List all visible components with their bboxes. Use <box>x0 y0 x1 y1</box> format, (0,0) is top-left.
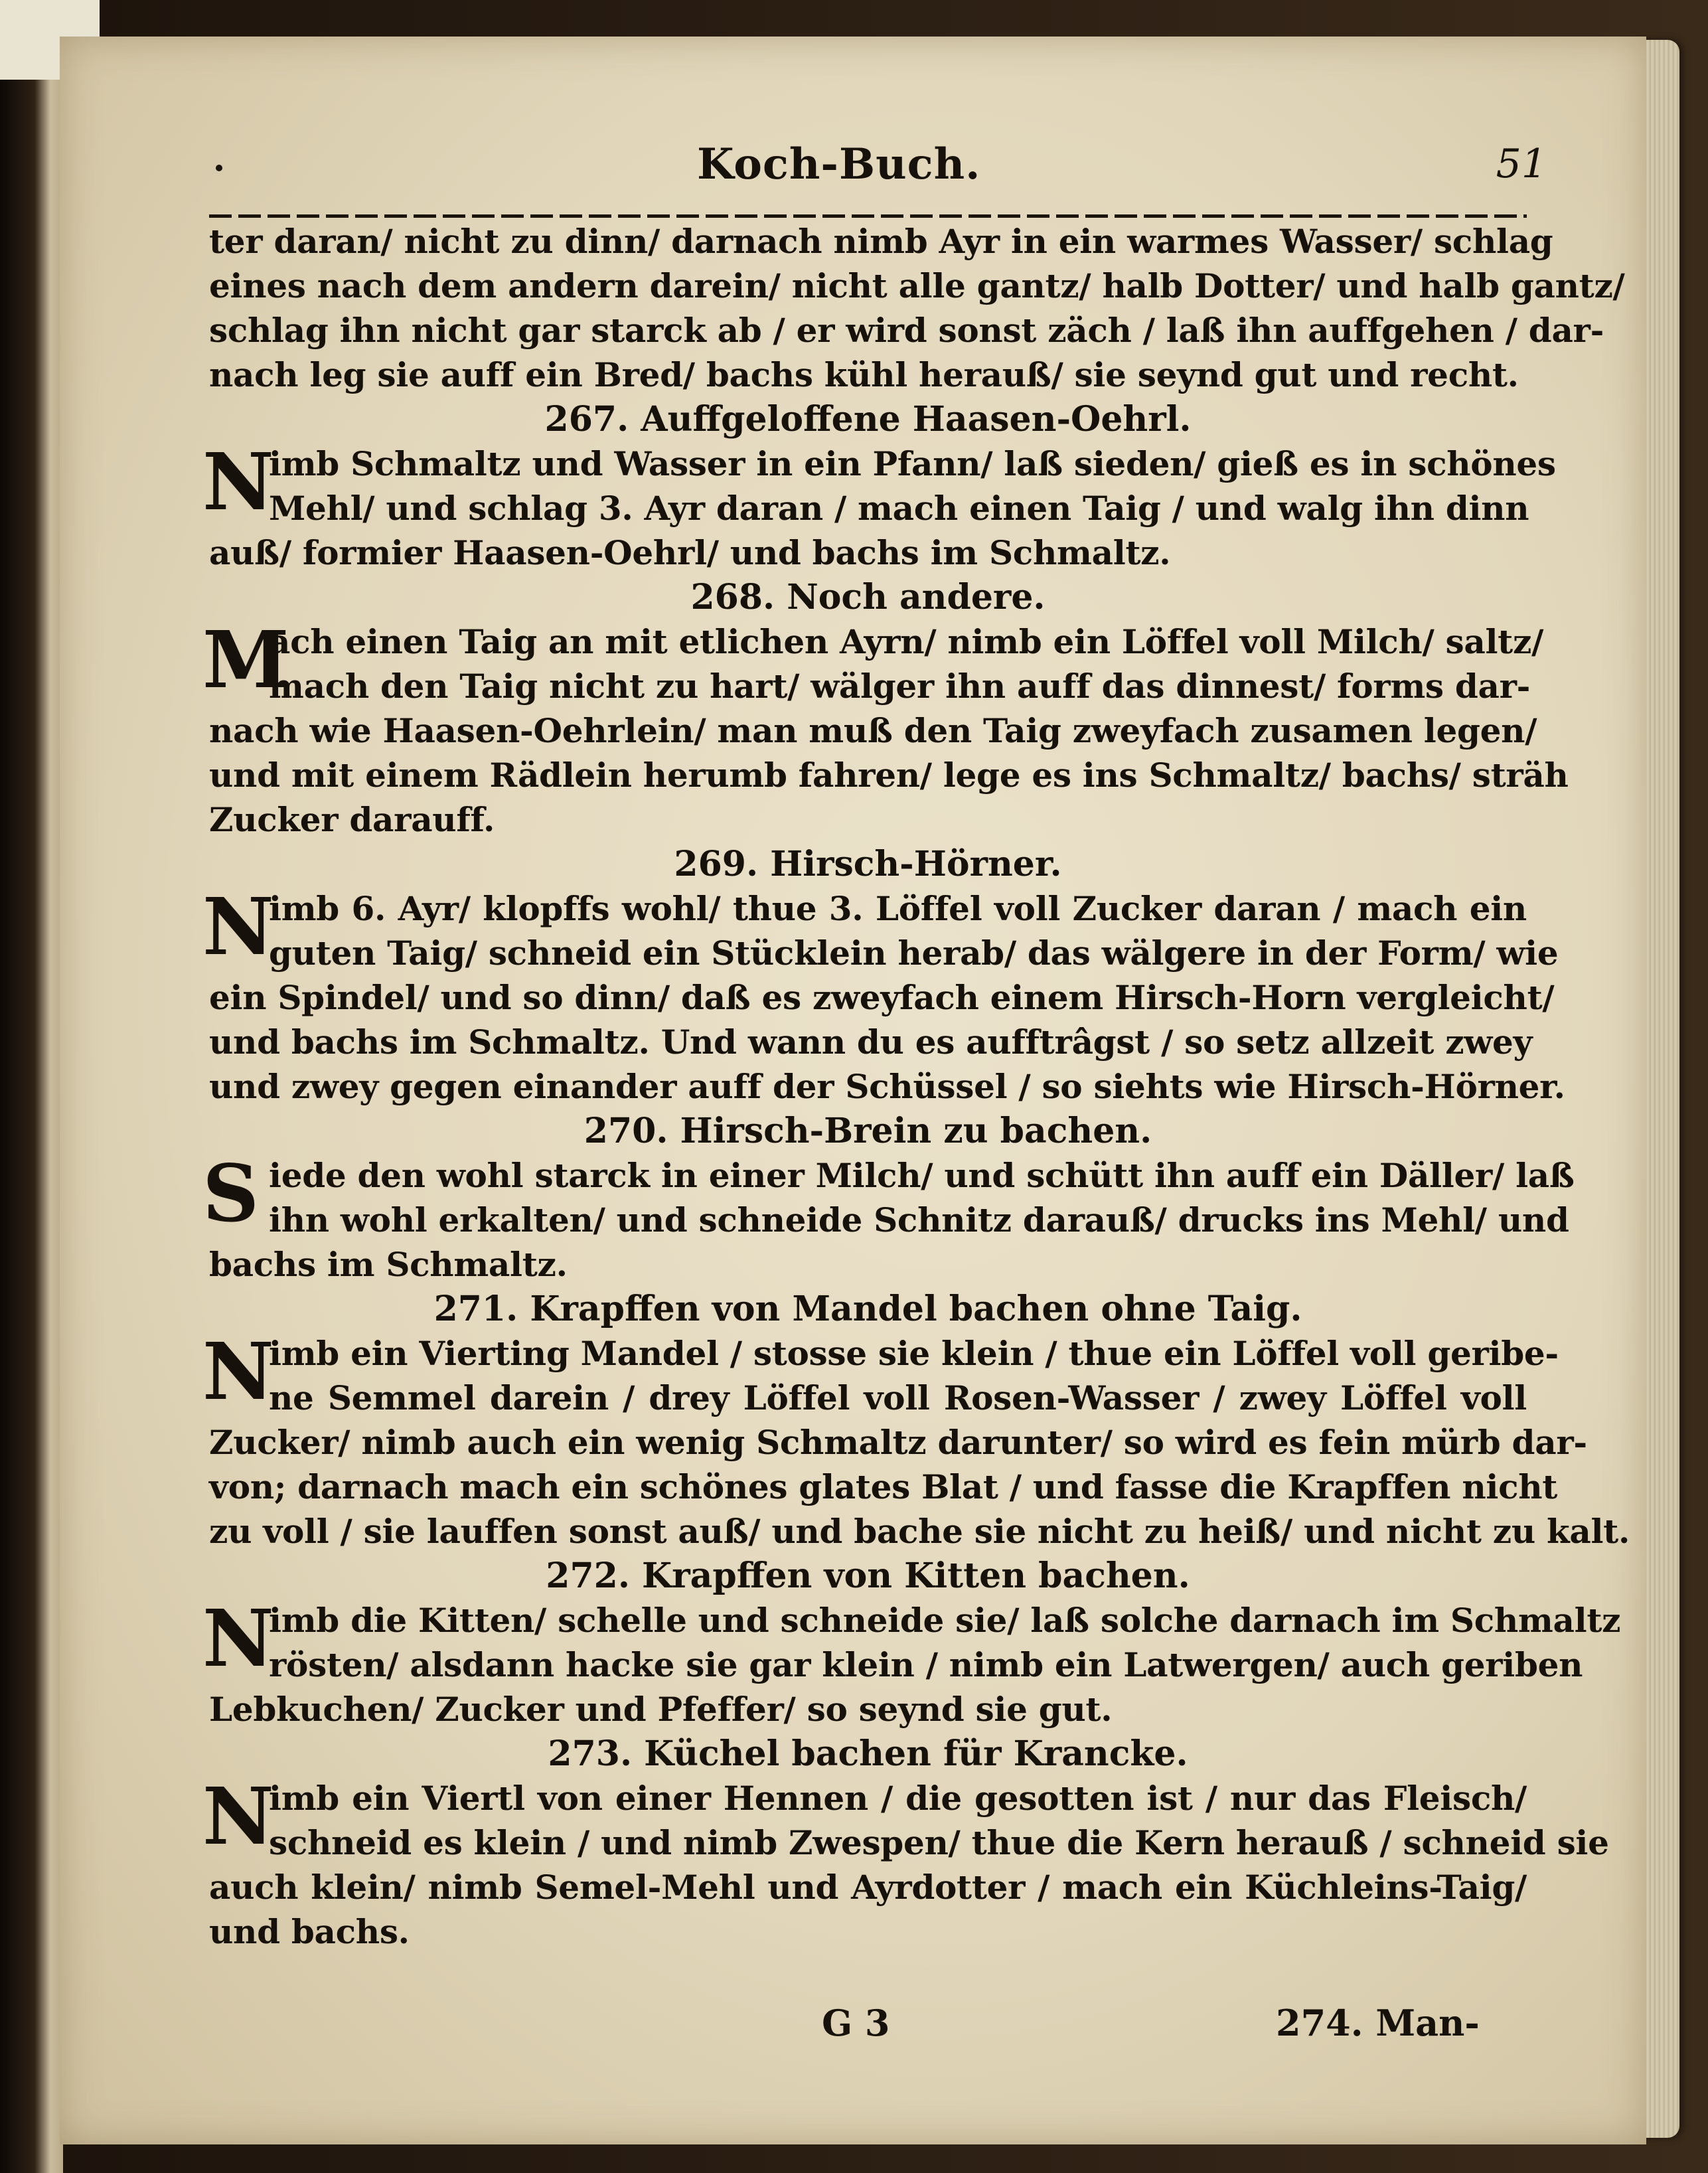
text-line: N imb ein Viertl von einer Hennen / die gesotten ist / nur das Fleisch/ <box>202 1770 1527 1862</box>
text-line: Lebkuchen/ Zucker und Pfeffer/ so seynd sie gut. <box>209 1690 1113 1729</box>
text-line: und bachs im Schmaltz. Und wann du es aufftrâgst / so setz allzeit zwey <box>209 1022 1533 1062</box>
text-line: schlag ihn nicht gar starck ab / er wird sonst zäch / laß ihn auffgehen / dar- <box>209 311 1604 350</box>
page-number: 51 <box>1496 141 1547 187</box>
drop-initial: N <box>202 1770 274 1862</box>
text-line: N imb Schmaltz und Wasser in ein Pfann/ laß sieden/ gieß es in schönes <box>202 436 1556 528</box>
text-line: N imb ein Vierting Mandel / stosse sie klein / thue ein Löffel voll geribe- <box>202 1325 1559 1417</box>
text-line: schneid es klein / und nimb Zwespen/ thue die Kern herauß / schneid sie <box>269 1823 1609 1862</box>
text-line: von; darnach mach ein schönes glates Blat / und fasse die Krapffen nicht <box>209 1467 1558 1506</box>
text-line: nach leg sie auff ein Bred/ bachs kühl herauß/ sie seynd gut und recht. <box>209 355 1519 394</box>
text-line: N imb 6. Ayr/ klopffs wohl/ thue 3. Löffel voll Zucker daran / mach ein <box>202 880 1527 973</box>
text-line: auß/ formier Haasen-Oehrl/ und bachs im Schmaltz. <box>209 533 1171 572</box>
signature-mark: G 3 <box>822 2002 890 2044</box>
text-line: M ach einen Taig an mit etlichen Ayrn/ nimb ein Löffel voll Milch/ saltz/ <box>202 613 1544 706</box>
text-line: Zucker/ nimb auch ein wenig Schmaltz darunter/ so wird es fein mürb dar- <box>209 1423 1587 1462</box>
text-line: Zucker darauff. <box>209 800 495 839</box>
header-rule <box>209 214 1527 218</box>
text-line: rösten/ alsdann hacke sie gar klein / nimb ein Latwergen/ auch geriben <box>269 1645 1583 1684</box>
recipe-heading: 272. Krapffen von Kitten bachen. <box>546 1556 1190 1596</box>
book-page <box>60 37 1646 2144</box>
text-line: N imb die Kitten/ schelle und schneide sie/ laß solche darnach im Schmaltz <box>202 1592 1621 1684</box>
recipe-heading: 270. Hirsch-Brein zu bachen. <box>583 1111 1152 1151</box>
text-line: zu voll / sie lauffen sonst auß/ und bache sie nicht zu heiß/ und nicht zu kalt. <box>209 1512 1630 1551</box>
drop-initial: N <box>202 436 274 528</box>
drop-initial: M <box>202 613 289 706</box>
text-line: und bachs. <box>209 1912 410 1951</box>
recipe-heading: 267. Auffgeloffene Haasen-Oehrl. <box>544 399 1192 440</box>
drop-initial: S <box>202 1147 259 1240</box>
page-footer <box>60 2002 1646 2055</box>
drop-initial: N <box>202 1592 274 1684</box>
text-line: ein Spindel/ und so dinn/ daß es zweyfach einem Hirsch-Horn vergleicht/ <box>209 978 1555 1017</box>
page-body <box>202 219 1630 1954</box>
ornament-dot <box>216 165 222 171</box>
text-line: Mehl/ und schlag 3. Ayr daran / mach einen Taig / und walg ihn dinn <box>269 489 1529 528</box>
text-line: ter daran/ nicht zu dinn/ darnach nimb Ayr in ein warmes Wasser/ schlag <box>209 222 1553 261</box>
running-title: Koch-Buch. <box>697 139 981 189</box>
text-line: guten Taig/ schneid ein Stücklein herab/ das wälgere in der Form/ wie <box>269 933 1559 973</box>
recipe-heading: 269. Hirsch-Hörner. <box>674 844 1062 884</box>
text-line: S iede den wohl starck in einer Milch/ und schütt ihn auff ein Däller/ laß <box>202 1147 1575 1240</box>
recipe-heading: 268. Noch andere. <box>690 577 1046 617</box>
text-line: und mit einem Rädlein herumb fahren/ lege es ins Schmaltz/ bachs/ sträh <box>209 756 1569 795</box>
recipe-heading: 271. Krapffen von Mandel bachen ohne Taig. <box>433 1289 1302 1329</box>
text-line: mach den Taig nicht zu hart/ wälger ihn auff das dinnest/ forms dar- <box>269 667 1531 706</box>
catchword: 274. Man- <box>1276 2002 1480 2044</box>
previous-page-edge <box>0 0 63 2173</box>
text-line: nach wie Haasen-Oehrlein/ man muß den Taig zweyfach zusamen legen/ <box>209 711 1537 750</box>
drop-initial: N <box>202 880 274 973</box>
recipe-heading: 273. Küchel bachen für Krancke. <box>548 1733 1188 1774</box>
text-line: ihn wohl erkalten/ und schneide Schnitz darauß/ drucks ins Mehl/ und <box>269 1200 1569 1240</box>
text-line: auch klein/ nimb Semel-Mehl und Ayrdotter / mach ein Küchleins-Taig/ <box>209 1868 1527 1907</box>
running-head <box>60 113 1646 189</box>
text-line: eines nach dem andern darein/ nicht alle gantz/ halb Dotter/ und halb gantz/ <box>209 266 1625 305</box>
drop-initial: N <box>202 1325 274 1417</box>
text-line: und zwey gegen einander auff der Schüssel / so siehts wie Hirsch-Hörner. <box>209 1067 1565 1106</box>
text-line: ne Semmel darein / drey Löffel voll Rosen-Wasser / zwey Löffel voll <box>269 1378 1527 1417</box>
text-line: bachs im Schmaltz. <box>209 1245 568 1284</box>
